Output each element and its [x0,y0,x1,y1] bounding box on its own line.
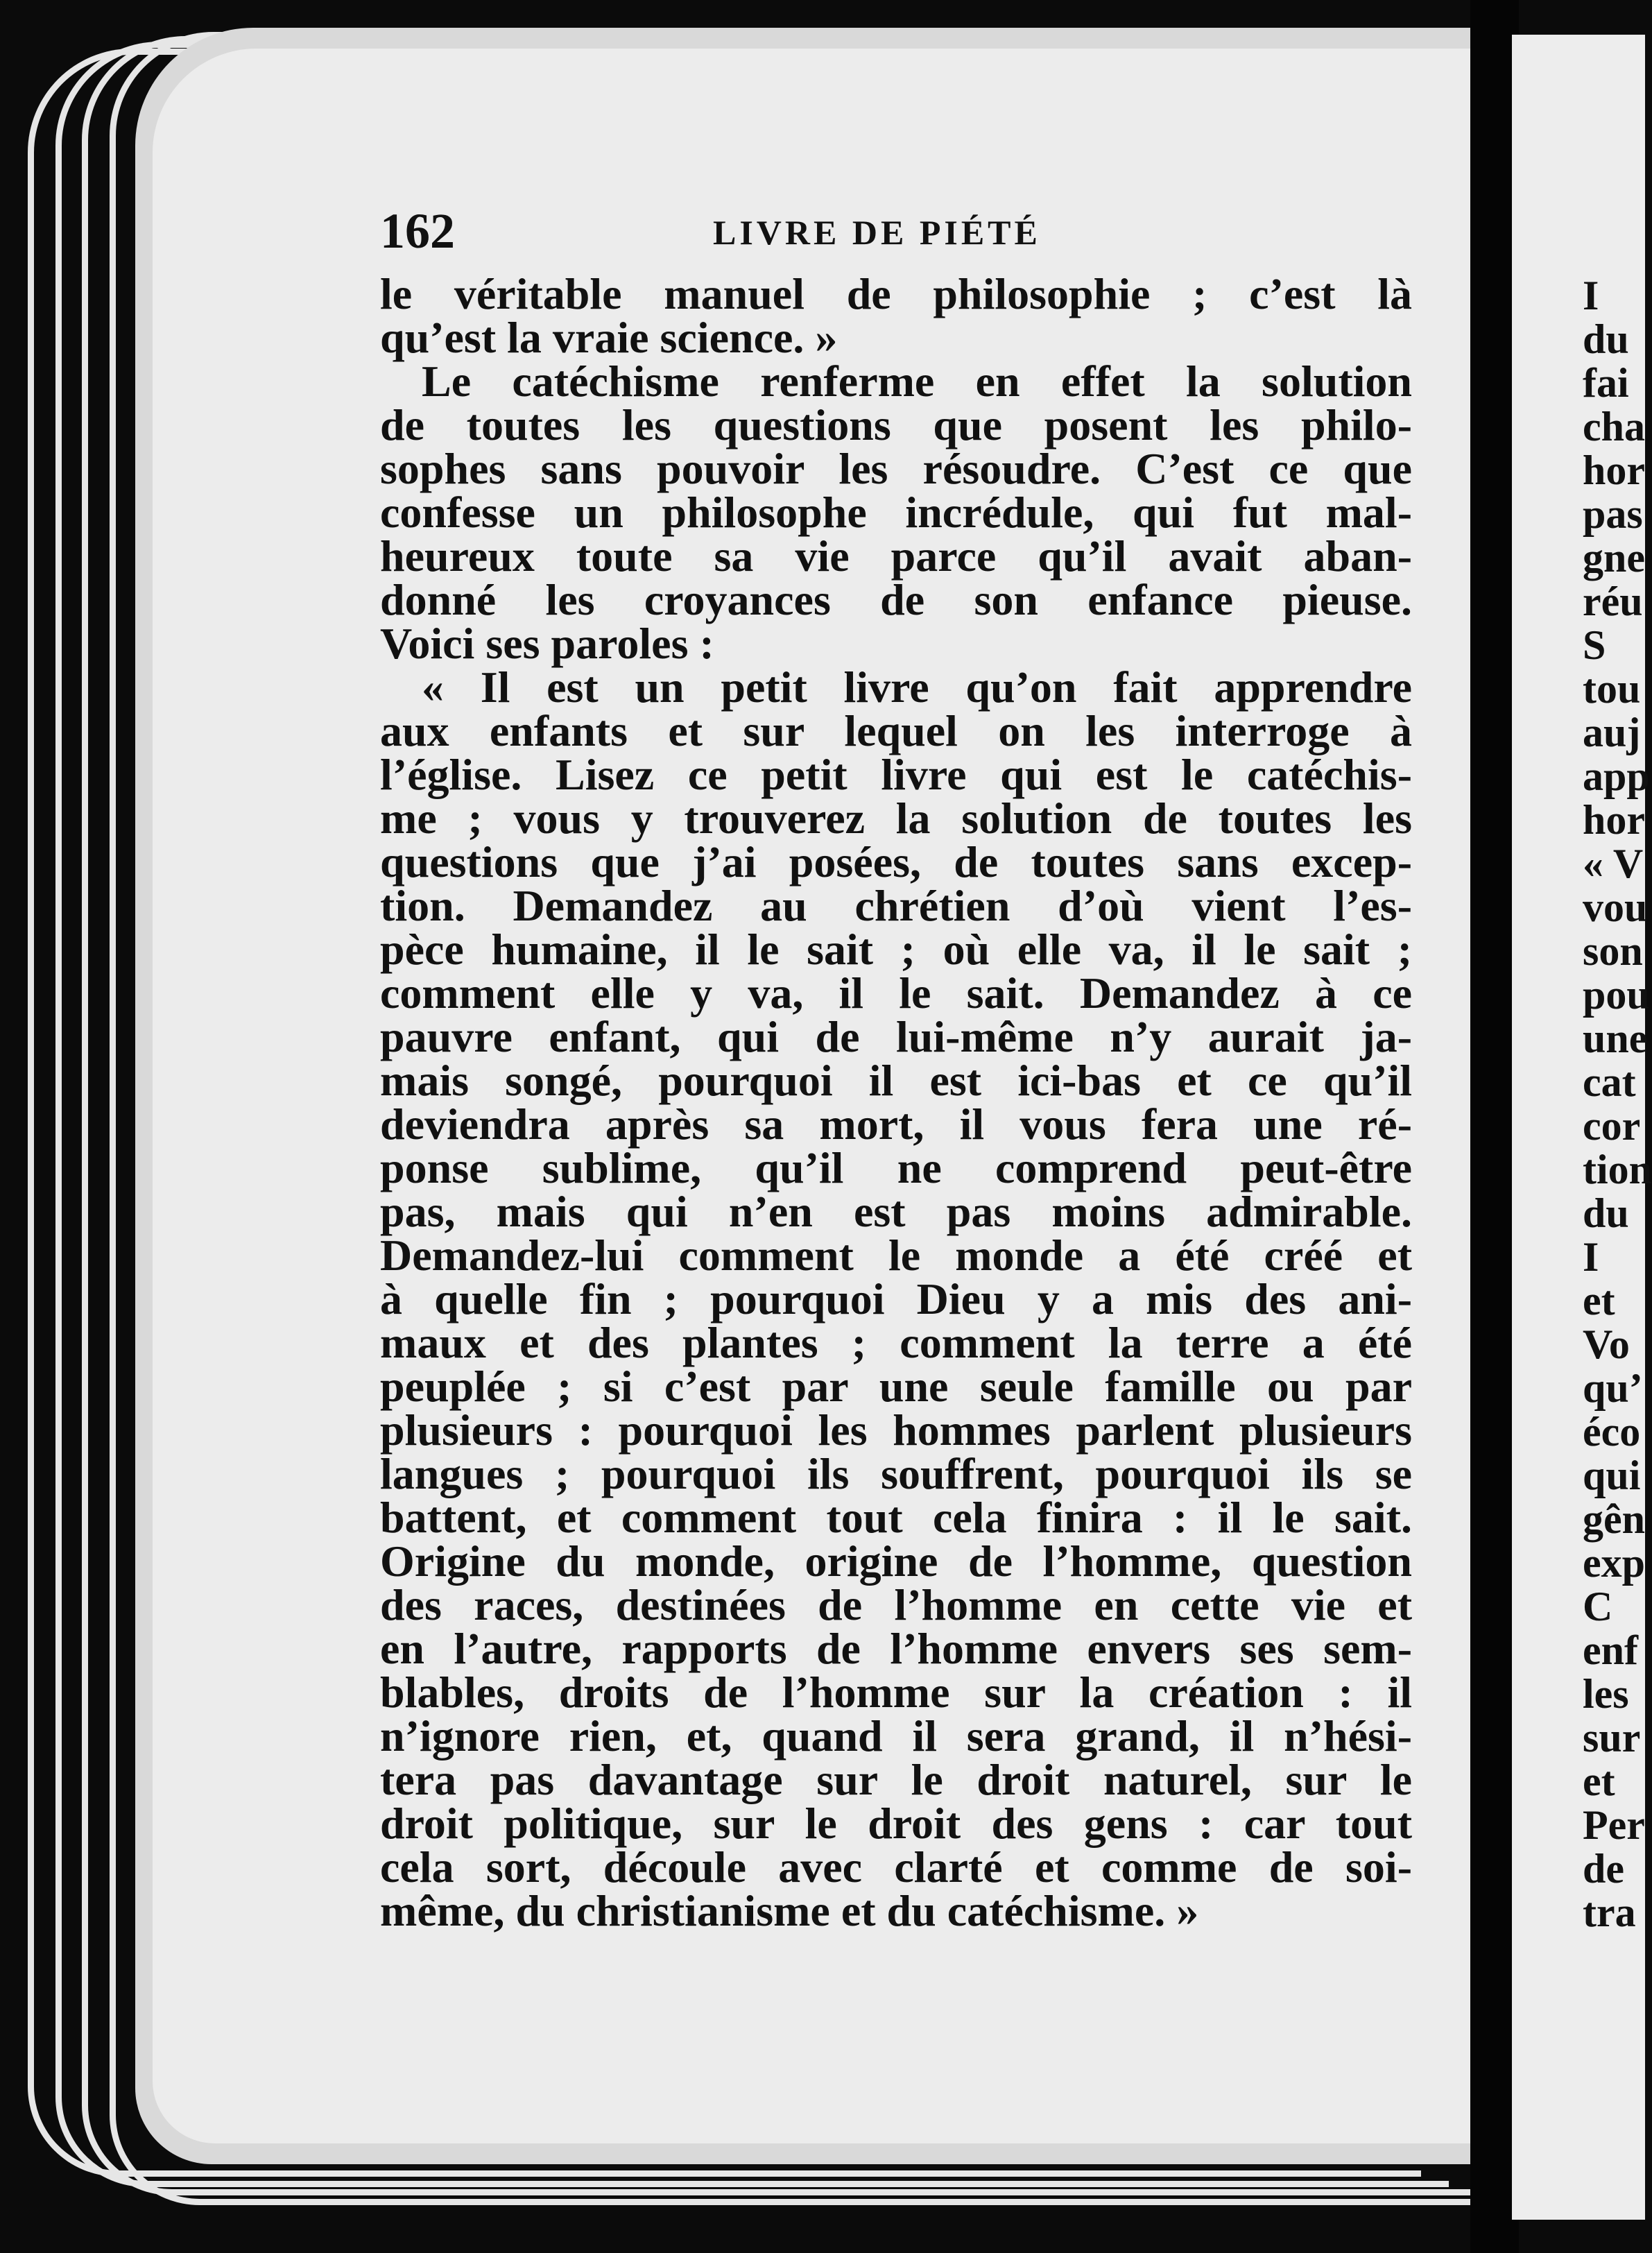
text-line: comment elle y va, il le sait. Demandez à ce [380,968,1412,1018]
facing-text-line: du [1583,1190,1629,1236]
text-line: pauvre enfant, qui de lui-même n’y aurait ja- [380,1012,1412,1061]
text-line: battent, et comment tout cela finira : il le sait. [380,1493,1412,1542]
text-line: langues ; pourquoi ils souffrent, pourquoi ils se [380,1449,1412,1498]
facing-text-line: du [1583,316,1629,362]
facing-text-line: gne [1583,535,1645,581]
text-line: mais songé, pourquoi il est ici-bas et ce qu’il [380,1056,1412,1105]
facing-text-line: qui [1583,1453,1641,1498]
facing-text-line: tra [1583,1890,1636,1935]
page-header [380,203,1400,258]
facing-text-line: fai [1583,360,1629,406]
facing-text-line: sur [1583,1715,1641,1761]
text-line: maux et des plantes ; comment la terre a été [380,1318,1412,1367]
page-body-text [380,269,1412,1935]
facing-text-line: hor [1583,797,1645,843]
text-line: me ; vous y trouverez la solution de toutes les [380,794,1412,843]
facing-text-line: de [1583,1846,1624,1892]
text-line: pas, mais qui n’en est pas moins admirable. [380,1187,1412,1236]
text-line: Origine du monde, origine de l’homme, question [380,1536,1412,1586]
facing-text-line: éco [1583,1409,1641,1455]
text-line: deviendra après sa mort, il vous fera une ré- [380,1099,1412,1149]
facing-text-line: et [1583,1278,1615,1323]
text-line: même, du christianisme et du catéchisme. » [380,1886,1199,1935]
facing-text-line: une [1583,1016,1648,1061]
facing-text-line: S [1583,622,1606,668]
running-head: LIVRE DE PIÉTÉ [713,213,1041,252]
text-line: Voici ses paroles : [380,619,714,668]
text-line: ponse sublime, qu’il ne comprend peut-être [380,1143,1412,1192]
text-line: Demandez-lui comment le monde a été créé et [380,1231,1412,1280]
facing-text-line: « V [1583,841,1644,886]
facing-text-line: les [1583,1671,1629,1717]
facing-text-line: Vo [1583,1321,1630,1367]
facing-text-line: et [1583,1758,1615,1804]
facing-text-line: cat [1583,1059,1636,1105]
facing-text-line: pas [1583,491,1643,537]
text-line: l’église. Lisez ce petit livre qui est le catéchis- [380,750,1412,799]
facing-text-line: Per [1583,1802,1645,1848]
text-line: tion. Demandez au chrétien d’où vient l’es- [380,881,1412,930]
text-line: droit politique, sur le droit des gens : car tout [380,1799,1412,1848]
text-line: cela sort, découle avec clarté et comme de soi- [380,1842,1412,1892]
facing-text-line: auj [1583,710,1641,755]
text-line: n’ignore rien, et, quand il sera grand, il n’hési- [380,1711,1412,1761]
text-line: de toutes les questions que posent les philo- [380,400,1412,449]
facing-text-line: I [1583,1234,1599,1280]
page-number: 162 [380,203,455,259]
facing-text-line: son [1583,928,1643,974]
text-line: à quelle fin ; pourquoi Dieu y a mis des ani- [380,1274,1412,1323]
text-line: heureux toute sa vie parce qu’il avait aban- [380,531,1412,581]
facing-text-line: qu’ [1583,1365,1643,1411]
text-line: pèce humaine, il le sait ; où elle va, il le sait ; [380,925,1412,974]
text-line: en l’autre, rapports de l’homme envers ses sem- [380,1624,1412,1673]
facing-text-line: vou [1583,884,1648,930]
facing-text-line: app [1583,753,1650,799]
facing-text-line: enf [1583,1627,1638,1673]
facing-text-line: tou [1583,666,1641,712]
text-line: tera pas davantage sur le droit naturel, sur le [380,1755,1412,1804]
text-line: peuplée ; si c’est par une seule famille ou par [380,1362,1412,1411]
facing-text-line: C [1583,1584,1613,1629]
text-line: blables, droits de l’homme sur la création : il [380,1668,1412,1717]
text-line: donné les croyances de son enfance pieuse. [380,575,1412,624]
text-line: plusieurs : pourquoi les hommes parlent plusieurs [380,1405,1412,1455]
facing-text-line: I [1583,273,1599,318]
facing-text-line: pou [1583,972,1650,1018]
facing-text-line: tion [1583,1147,1652,1192]
text-line: Le catéchisme renferme en effet la solution [422,357,1412,406]
facing-page-text [1583,273,1652,1935]
facing-text-line: cha [1583,404,1645,449]
facing-text-line: cor [1583,1103,1641,1149]
text-line: aux enfants et sur lequel on les interroge à [380,706,1412,755]
facing-text-line: exp [1583,1540,1645,1586]
facing-text-line: réu [1583,579,1643,624]
text-line: « Il est un petit livre qu’on fait apprendre [422,662,1412,712]
text-line: le véritable manuel de philosophie ; c’est là [380,269,1412,318]
text-line: confesse un philosophe incrédule, qui fut mal- [380,488,1412,537]
text-line: des races, destinées de l’homme en cette vie et [380,1580,1412,1629]
text-line: sophes sans pouvoir les résoudre. C’est ce que [380,444,1412,493]
text-line: qu’est la vraie science. » [380,313,838,362]
facing-text-line: hor [1583,447,1645,493]
facing-text-line: gên [1583,1496,1645,1542]
text-line: questions que j’ai posées, de toutes sans excep- [380,837,1412,886]
